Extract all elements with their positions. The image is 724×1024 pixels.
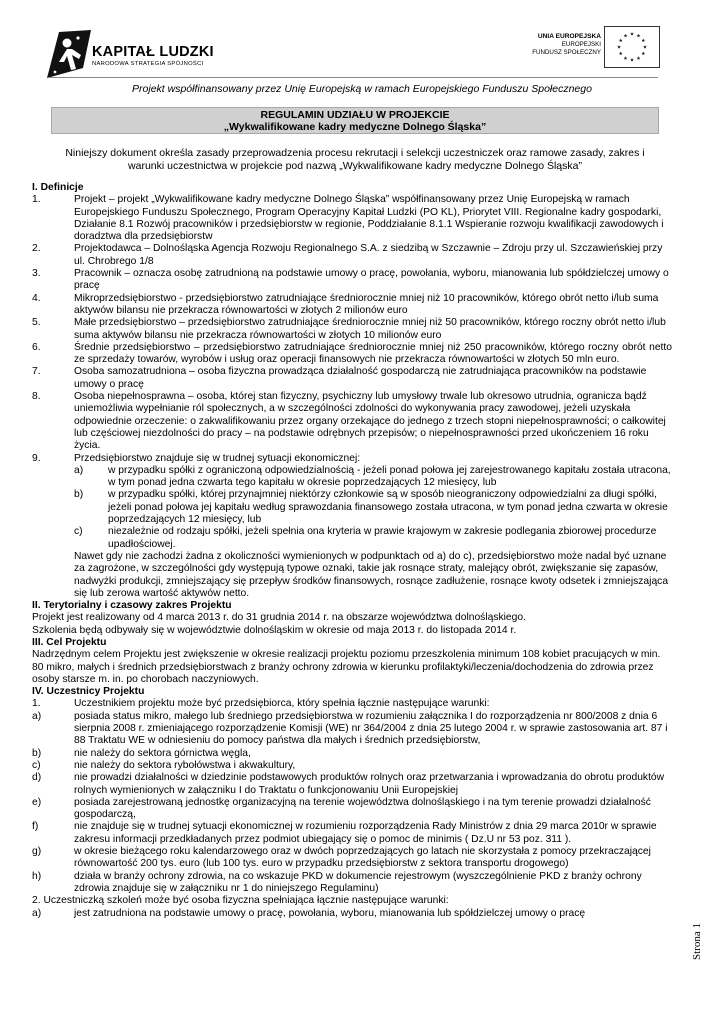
subitem-text: w przypadku spółki, której przynajmniej niektórzy członkowie są w sposób nieograniczony odpowiedzialni za długi spółki, jeżeli ponad połowa jej kapitału według sprawozdania finansowego została utracona, w tym ponad jedna czwarta w okresie poprzedzających 12 miesięcy, lub [108, 489, 668, 526]
eu-label-line2: EUROPEJSKI [561, 41, 601, 48]
participant-condition [32, 908, 672, 920]
condition-text: posiada status mikro, małego lub średniego przedsiębiorstwa w rozumieniu załącznika I do rozporządzenia nr 800/2008 z dnia 6 sierpnia 2008 r. zmieniającego rozporządzenie Komisji (WE) nr 364/2004 z dnia 25 lutego 2004 r. w sprawie zastosowania art. 87 i 88 Traktatu WE w odniesieniu do pomocy państwa dla małych i średnich przedsiębiorstw, [74, 710, 668, 747]
definition-item [32, 391, 672, 452]
item-text: Projekt – projekt „Wykwalifikowane kadry medyczne Dolnego Śląska” współfinansowany przez Unię Europejską w ramach Europejskiego Funduszu Społecznego, Program Operacyjny Kapitał Ludzki (PO KL), Priorytet VIII. Regionalne kadry gospodarki, Działanie 8.1 Rozwój pracowników i przedsiębiorstw w regionie, Poddziałanie 8.1.1 Wspieranie rozwoju kwalifikacji zawodowych i doradztwa dla przedsiębiorstw [74, 194, 664, 243]
definition-item [32, 453, 672, 465]
condition-letter: d) [32, 772, 42, 784]
participant-condition [32, 748, 672, 760]
condition-letter: c) [32, 759, 41, 771]
participant-condition [32, 871, 672, 896]
subitem-text: w przypadku spółki z ograniczoną odpowiedzialnością - jeżeli ponad połowa jej zarejestrowanego kapitału została utracona, w tym ponad jedna czwarta tego kapitału w okresie poprzedzających 12 miesięcy, lub [108, 464, 671, 489]
definition-item [32, 366, 672, 391]
condition-letter: g) [32, 846, 42, 858]
section-heading-definitions: I. Definicje [32, 182, 84, 193]
item-text: Osoba samozatrudniona – osoba fizyczna prowadząca działalność gospodarczą nie zatrudniająca pracowników na podstawie umowy o pracę [74, 366, 647, 390]
participant-condition [32, 711, 672, 748]
item-number: 6. [32, 341, 41, 353]
item-text: Pracownik – oznacza osobę zatrudnioną na podstawie umowy o pracę, powołania, wyboru, mianowania lub spółdzielczej umowy o pracę [74, 268, 669, 292]
condition-letter: a) [32, 710, 42, 722]
condition-letter: h) [32, 870, 42, 882]
eu-star-icon [630, 58, 634, 62]
page-number: Strona 1 [691, 923, 703, 960]
document-title-line1: REGULAMIN UDZIAŁU W PROJEKCIE [260, 109, 450, 121]
participant-condition [32, 760, 672, 772]
eu-star-icon [619, 39, 623, 43]
subitem-text: niezależnie od rodzaju spółki, jeżeli spełnia ona kryteria w prawie krajowym w zakresie podlegania zbiorowej procedurze upadłościowej. [108, 526, 657, 550]
kapital-ludzki-name: KAPITAŁ LUDZKI [92, 44, 214, 60]
kapital-ludzki-logo-icon [45, 28, 93, 80]
section-heading-goal: III. Cel Projektu [32, 636, 107, 648]
item-text: Średnie przedsiębiorstwo – przedsiębiorstwo zatrudniające średniorocznie mniej niż 250 pracowników, którego roczny obrót netto ze sprzedaży towarów, wyrobów i usług oraz operacji finansowych nie przekracza równowartości w złotych 50 mln euro. [74, 341, 672, 366]
participant-condition [32, 772, 672, 797]
item-text: Małe przedsiębiorstwo – przedsiębiorstwo zatrudniające średniorocznie mniej niż 50 pracowników, którego roczny obrót netto i/lub suma aktywów bilansu nie przekracza równowartości w złotych 10 milionów euro [74, 317, 666, 341]
eu-star-icon [630, 32, 634, 36]
subitem-letter: b) [74, 489, 84, 501]
eu-star-icon [641, 52, 645, 56]
eu-flag-icon [604, 26, 660, 68]
item-number: 5. [32, 317, 41, 329]
subitem [32, 526, 672, 551]
condition-text: działa w branży ochrony zdrowia, na co wskazuje PKD w dokumencie rejestrowym (wyszczególnienie PKD z branży ochrony zdrowia znajduje się w załączniku nr 1 do niniejszego Regulaminu) [74, 870, 642, 894]
section-heading-scope: II. Terytorialny i czasowy zakres Projektu [32, 600, 232, 612]
eu-star-icon [624, 56, 628, 60]
eu-star-icon [619, 52, 623, 56]
definition-item [32, 293, 672, 318]
item-number: 4. [32, 292, 41, 304]
document-title-line2: „Wykwalifikowane kadry medyczne Dolnego Śląska” [223, 121, 487, 133]
eu-star-icon [617, 45, 621, 49]
condition-letter: b) [32, 747, 42, 759]
condition-text: nie znajduje się w trudnej sytuacji ekonomicznej w rozumieniu rozporządzenia Rady Ministrów z dnia 29 marca 2010r w sprawie zakresu informacji przedkładanych przez podmiot ubiegający się o pomoc de minimis ( Dz.U nr 53 poz. 311 ). [74, 821, 657, 845]
item-number: 3. [32, 268, 41, 280]
item-text: Przedsiębiorstwo znajduje się w trudnej sytuacji ekonomicznej: [74, 452, 361, 464]
eu-star-icon [624, 34, 628, 38]
cofinancing-tagline: Projekt współfinansowany przez Unię Europejską w ramach Europejskiego Funduszu Społecznego [132, 83, 592, 95]
definition-item [32, 317, 672, 342]
page-header [0, 0, 724, 100]
item-number: 2. [32, 243, 41, 255]
eu-star-icon [643, 45, 647, 49]
definition-item [32, 194, 672, 243]
eu-star-icon [637, 56, 641, 60]
item-number: 7. [32, 366, 41, 378]
eu-flag-stars [617, 32, 647, 62]
eu-star-icon [637, 34, 641, 38]
condition-text: nie należy do sektora rybołówstwa i akwakultury, [74, 759, 296, 771]
condition-text: nie prowadzi działalności w dziedzinie podstawowych produktów rolnych oraz przetwarzania i wprowadzania do obrotu produktów rolnych wymienionych w załączniku I do Traktatu o funkcjonowaniu Unii Europejskiej [74, 772, 665, 796]
condition-text: nie należy do sektora górnictwa węgla, [74, 747, 251, 759]
intro-paragraph: Niniejszy dokument określa zasady przeprowadzenia procesu rekrutacji i selekcji uczestniczek oraz ramowe zasady, zakres i warunki uczestnictwa w projekcie pod nazwą „Wykwalifikowane kadry medyczne Dolnego Śląska” [65, 147, 645, 172]
item-number: 8. [32, 391, 41, 403]
kapital-ludzki-subtitle: NARODOWA STRATEGIA SPÓJNOŚCI [92, 61, 204, 67]
item-text: Osoba niepełnosprawna – osoba, której stan fizyczny, psychiczny lub umysłowy trwale lub okresowo utrudnia, ogranicza bądź uniemożliwia wypełnianie ról społecznych, a w szczególności zdolności do wykonywania pracy zawodowej, jeżeli uzyskała odpowiednie orzeczenie: o zakwalifikowaniu przez organy orzekające do jednego z trzech stopni niepełnosprawności; o całkowitej lub częściowej niezdolności do pracy – na podstawie odrębnych przepisów; o niepełnosprawności przed ukończeniem 16 roku życia. [74, 391, 666, 452]
item-number: 1. [32, 698, 41, 710]
subitem [32, 489, 672, 526]
scope-line: Projekt jest realizowany od 4 marca 2013 r. do 31 grudnia 2014 r. na obszarze województwa dolnośląskiego. [32, 612, 526, 624]
item-text: Mikroprzedsiębiorstwo - przedsiębiorstwo zatrudniające średniorocznie mniej niż 10 pracowników, którego obrót netto i/lub suma aktywów bilansu nie przekracza równowartości w złotych 2 milionów euro [74, 292, 659, 316]
definition-item [32, 268, 672, 293]
condition-letter: a) [32, 907, 42, 919]
participant-item-2: 2. Uczestniczką szkoleń może być osoba fizyczna spełniająca łącznie następujące warunki: [32, 895, 449, 907]
participant-condition [32, 846, 672, 871]
definition-item [32, 243, 672, 268]
eu-label-line1: UNIA EUROPEJSKA [537, 33, 601, 40]
eu-label-line3: FUNDUSZ SPOŁECZNY [532, 49, 601, 56]
distress-note: Nawet gdy nie zachodzi żadna z okoliczności wymienionych w podpunktach od a) do c), przedsiębiorstwo może nadal być uznane za zagrożone, w szczególności gdy występują typowe oznaki, takie jak rosnące straty, malejący obrót, zwiększanie się zapasów, nadwyżki produkcji, zmniejszający się przepływ środków finansowych, rosnące zadłużenie, rosnące kwoty odsetek i zmniejszająca się lub zerowa wartość aktywów netto. [74, 550, 669, 599]
condition-text: posiada zarejestrowaną jednostkę organizacyjną na terenie województwa dolnośląskiego i na tym terenie prowadzi działalność gospodarczą, [74, 796, 651, 821]
eu-label [532, 33, 601, 57]
condition-text: jest zatrudniona na podstawie umowy o pracę, powołania, wyboru, mianowania lub spółdzielczej umowy o pracę [74, 907, 586, 919]
eu-star-icon [641, 39, 645, 43]
participant-condition [32, 821, 672, 846]
condition-letter: e) [32, 796, 42, 808]
item-number: 1. [32, 194, 41, 206]
subitem-letter: c) [74, 526, 83, 538]
participant-item [32, 698, 672, 710]
participant-condition [32, 797, 672, 822]
section-heading-participants: IV. Uczestnicy Projektu [32, 686, 145, 698]
subitem [32, 465, 672, 490]
item-text: Projektodawca – Dolnośląska Agencja Rozwoju Regionalnego S.A. z siedzibą w Szczawnie – Zdroju przy ul. Szczawieńskiej przy ul. Chrobrego 1/8 [74, 243, 663, 267]
condition-text: w okresie bieżącego roku kalendarzowego oraz w dwóch poprzedzających go latach nie skorzystała z pomocy przekraczającej równowartość 200 tys. euro (lub 100 tys. euro w przypadku przedsiębiorstw z sektora transportu drogowego) [74, 846, 651, 870]
item-text: Uczestnikiem projektu może być przedsiębiorca, który spełnia łącznie następujące warunki: [74, 698, 490, 710]
document-title [51, 107, 659, 134]
condition-letter: f) [32, 821, 39, 833]
document-body [32, 182, 672, 920]
definition-item [32, 342, 672, 367]
goal-paragraph: Nadrzędnym celem Projektu jest zwiększenie w okresie realizacji projektu poziomu przeszkolenia minimum 108 kobiet pracujących w min. 80 mikro, małych i średnich przedsiębiorstwach z branży ochrony zdrowia w kierunku profilaktyki/leczenia/dochodzenia do zdrowia przez osoby starsze m. in. po chorobach naczyniowych. [32, 649, 661, 685]
scope-line: Szkolenia będą odbywały się w województwie dolnośląskim w okresie od maja 2013 r. do listopada 2014 r. [32, 624, 517, 636]
subitem-letter: a) [74, 464, 84, 476]
header-divider [48, 77, 658, 78]
item-number: 9. [32, 452, 41, 464]
